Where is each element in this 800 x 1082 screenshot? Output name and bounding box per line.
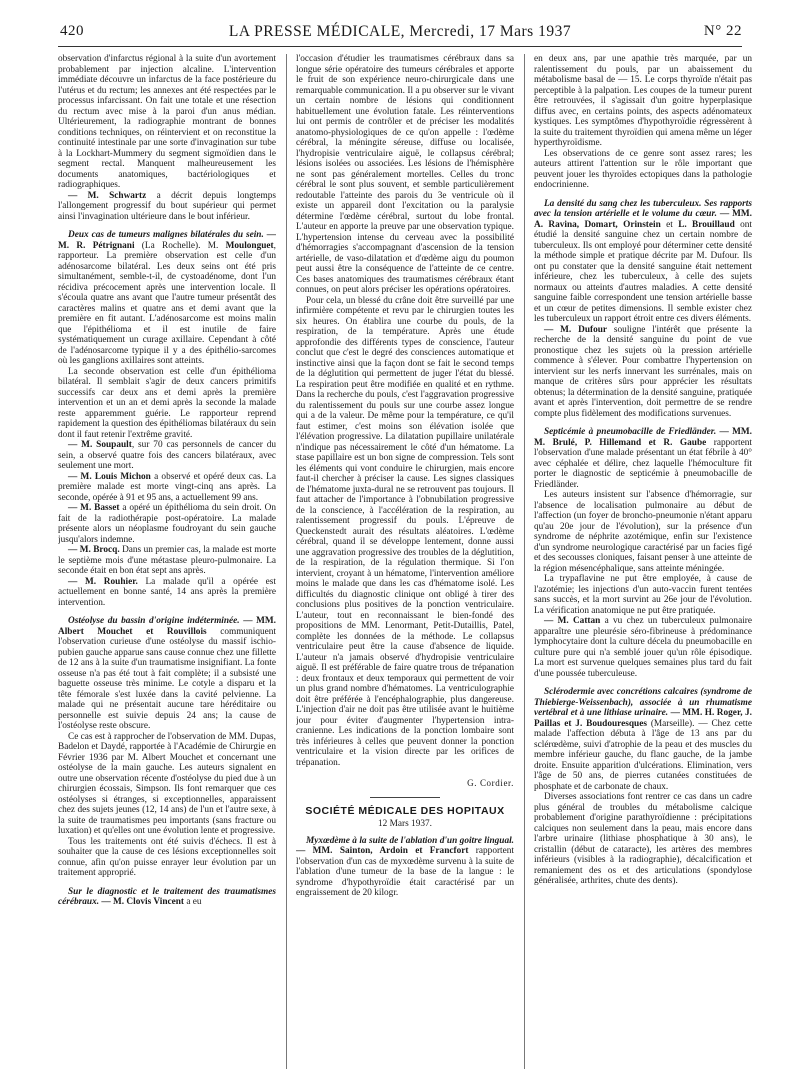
paragraph: — M. Rouhier. La malade qu'il a opérée est actuellement en bonne santé, 14 ans après la première intervention. (58, 576, 276, 608)
article-heading: La densité du sang chez les tuberculeux. Ses rapports avec la tension artérielle et le volume du cœur. (534, 198, 752, 219)
paragraph: Les observations de ce genre sont assez rares; les auteurs attirent l'attention sur le rôle important que peuvent jouer les thyroïdes ectopiques dans la pathologie endocrinienne. (534, 148, 752, 190)
paragraph: Septicémie à pneumobacille de Friedländer. — MM. M. Brulé, P. Hillemand et R. Gaube rapportent l'observation d'une malade présentant un état fébrile à 40° avec céphalée et délire, chez laquelle l'hémoculture fit porter le diagnostic de septicémie à pneumobacille de Friedländer. (534, 427, 752, 490)
paragraph: La densité du sang chez les tuberculeux. Ses rapports avec la tension artérielle et le volume du cœur. — MM. A. Ravina, Domart, Orinstein et L. Brouillaud ont étudié la densité sanguine chez un certain nombre de tuberculeux. Ils ont employé pour déterminer cette densité la méthode simple et pratique décrite par M. Dufour. Ils ont pu constater que la densité sanguine était nettement inférieure, chez les tuberculeux, à celle des sujets normaux ou atteints d'autres maladies. A cette densité sanguine faible correspondent une tension artérielle basse et un cœur de petites dimensions. Il semble exister chez les tuberculeux un rapport étroit entre ces divers éléments. (534, 198, 752, 324)
paragraph: — M. Dufour souligne l'intérêt que présente la recherche de la densité sanguine du point de vue pronostique chez les sujets où la pression artérielle commence à s'élever. Pour combattre l'hypertension on intervient sur les nerfs innervant les surrénales, mais on manque de critères sûrs pour apprécier les résultats obtenus; la détermination de la densité sanguine, pratiquée avant et après l'intervention, doit permettre de se rendre compte plus fidèlement des modifications survenues. (534, 324, 752, 419)
author-name: — M. Soupault (68, 440, 132, 450)
article-columns (58, 54, 752, 1069)
article-heading: Sclérodermie avec concrétions calcaires (syndrome de Thiebierge-Weissenbach), associée à un rhumatisme vertébral et à une lithiase urinaire. (534, 687, 752, 718)
paragraph: Diverses associations font rentrer ce cas dans un cadre plus général de troubles du métabolisme calcique probablement d'origine parathyroïdienne : précipitations calciques non seulement dans la peau, mais encore dans l'arbre urinaire (lithiase phosphatique à 30 ans), le cristallin (début de cataracte), les artères des membres inférieurs (visibles à la radiographie), décalcification et remaniement des os et des articulations (spondylose généralisée, arthrites, chute des dents). (534, 792, 752, 886)
author-name: — M. Basset (68, 503, 120, 513)
paragraph: — M. Schwartz a décrit depuis longtemps l'allongement progressif du bout supérieur qui permet ainsi l'invagination ultérieure dans le bout inférieur. (58, 190, 276, 222)
article-heading: Deux cas de tumeurs malignes bilatérales du sein. (68, 230, 264, 240)
paragraph: Tous les traitements ont été suivis d'échecs. Il est à souhaiter que la cause de ces lésions exceptionnelles soit connue, afin qu'on puisse enrayer leur évolution par un traitement approprié. (58, 836, 276, 878)
page-number: 420 (60, 23, 84, 39)
section-title: SOCIÉTÉ MÉDICALE DES HOPITAUX (305, 804, 505, 817)
paragraph: l'occasion d'étudier les traumatismes cérébraux dans sa longue série opératoire des tumeurs cérébrales et apporte le fruit de son expérience neuro-chirurgicale dans une remarquable communication. Il a pu observer sur le vivant un certain nombre de lésions qui conditionnent habituellement une évolution fatale. Les réinterventions lui ont permis de contrôler et de préciser les modalités anatomo-physiologiques de ce qu'on appelle : l'œdème cérébral, la méningite séreuse, diffuse ou localisée, l'hydropisie ventriculaire aiguë, le collapsus cérébral; lésions isolées ou associées. Les lésions de l'hémisphère ne sont pas généralement mortelles. Celles du tronc cérébral le sont plus souvent, et semble particulièrement redoutable l'atteinte des parois du 3e ventricule où il existe un appareil dont l'excitation ou la paralysie détermine l'œdème cérébral, surtout du lobe frontal. L'auteur en apporte la preuve par une observation typique. L'hypertension intense du cerveau avec la possibilité d'hémorragies s'accompagnant d'ascension de la tension artérielle, de vaso-dilatation et d'œdème aigu du poumon peut aussi être la conséquence de l'atteinte de ce centre. Ces bases anatomiques des traumatismes cérébraux étant connues, on peut alors préciser les opérations opératoires. (296, 54, 514, 295)
section-date: 12 Mars 1937. (378, 819, 432, 829)
paragraph: — M. Soupault, sur 70 cas personnels de cancer du sein, a observé quatre fois des cancers bilatéraux, avec seulement une mort. (58, 440, 276, 471)
section-rule (370, 797, 440, 798)
author-name: — M. Rouhier. (68, 576, 138, 587)
paragraph: Deux cas de tumeurs malignes bilatérales du sein. — M. R. Pétrignani (La Rochelle). M. Moulonguet, rapporteur. La première observation est celle d'un adénosarcome bilatéral. Les deux seins ont été pris simultanément, semble-t-il, de cystoadénome, dont l'un récidiva précocement après une intervention locale. Il s'écoula quatre ans avant que l'autre tumeur présentât des caractères malins et quatre ans et demi avant que la première en fit autant. L'adénosarcome est moins malin que l'épithélioma et il est inutile de faire systématiquement un curage axillaire. Cependant à côté de l'adénosarcome typique il y a des épithélio-sarcomes où les ganglions axillaires sont atteints. (58, 230, 276, 366)
header-rule (58, 46, 742, 47)
issue-number: N° 22 (703, 23, 742, 39)
author-name: — M. Clovis Vincent (99, 897, 185, 907)
author-name: Moulonguet (225, 240, 274, 251)
author-name: L. Brouillaud (678, 219, 735, 230)
article-heading: Sur le diagnostic et le traitement des traumatismes cérébraux. (58, 886, 276, 907)
column-2 (296, 54, 514, 1069)
author-name: — M. Cattan (544, 616, 601, 626)
column-separator (524, 54, 525, 1069)
author-name: — MM. A. Ravina, Domart, Orinstein (534, 209, 752, 230)
author-name: — MM. H. Roger, J. Paillas et J. Boudouresques (534, 708, 752, 729)
article-heading: Ostéolyse du bassin d'origine indéterminée. (68, 616, 240, 626)
paragraph: Myxœdème à la suite de l'ablation d'un goitre lingual. — MM. Sainton, Ardoin et Francfort rapportent l'observation d'un cas de myxœdème survenu à la suite de l'ablation d'une tumeur de la base de la langue : le syndrome d'hypothyroïdie était caractérisé par un engraissement de 20 kilogr. (296, 835, 514, 898)
paragraph: Pour cela, un blessé du crâne doit être surveillé par une infirmière compétente et revu par le chirurgien toutes les six heures. On établira une courbe du pouls, de la respiration, de la température. Après une étude approfondie des différents types de conscience, l'auteur conclut que c'est le degré des consciences automatique et instinctive ainsi que la façon dont se fait le second temps de la déglutition qui permettent de juger l'état du blessé. La respiration peut être modifiée en qualité et en rythme. Dans la recherche du pouls, c'est l'aggravation progressive du ralentissement du pouls sur une courbe assez longue qui a de la valeur. De même pour la température, ce qu'il faut estimer, c'est moins son élévation isolée que l'élévation progressive. La dilatation pupillaire unilatérale n'indique pas nécessairement le côté d'un hématome. La stase papillaire est un bon signe de compression. Tels sont les éléments qui vont conduire le chirurgien, mais encore faut-il chercher à préciser la cause. Les signes classiques de l'hématome juxta-dural ne se retrouvent pas toujours. Il faut attacher de l'importance à l'obnubilation progressive de la conscience, à l'accélération de la respiration, au ralentissement progressif du pouls. L'épreuve de Queckenstedt aurait des résultats aléatoires. L'œdème cérébral, quand il se développe lentement, donne aussi une aggravation progressive des troubles de la déglutition, de la respiration, de la régulation thermique. Si l'on intervient, croyant à un hématome, l'intervention améliore moins le malade que dans les cas d'hématome isolé. Les difficultés du diagnostic clinique ont obligé à tirer des conclusions plus positives de la ponction ventriculaire. L'auteur, tout en reconnaissant le bien-fondé des propositions de MM. Lenormant, Petit-Dutaillis, Patel, complète les données de la méthode. Le collapsus ventriculaire peut être la cause d'absence de liquide. L'auteur n'a jamais observé d'hydropisie ventriculaire aiguë. Il est préférable de faire quatre trous de trépanation : deux frontaux et deux temporaux qui permettent de voir un plus grand nombre d'hématomes. La ventriculographie doit être préférée à l'encéphalographie, plus dangereuse. L'injection d'air ne doit pas être utilisée avant le huitième jour pour éviter d'augmenter l'hypertension intra-cranienne. Les indications de la ponction lombaire sont très inférieures à celles que peuvent donner la ponction ventriculaire et la vision directe par les orifices de trépanation. (296, 295, 514, 768)
paragraph: — M. Louis Michon a observé et opéré deux cas. La première malade est morte vingt-cinq ans après. La seconde, opérée à 91 et 95 ans, a actuellement 99 ans. (58, 471, 276, 503)
paragraph: Les auteurs insistent sur l'absence d'hémorragie, sur l'absence de localisation pulmonaire au début de l'affection (un foyer de broncho-pneumonie n'étant apparu qu'au 20e jour de l'évolution), sur la présence d'un syndrome de néphrite azotémique, enfin sur l'existence d'un syndrome neurologique caractérisé par un facies figé et des secousses cloniques, faisant penser à une atteinte de la région mésencéphalique, sans atteinte méningée. (534, 490, 752, 574)
page-header (58, 20, 742, 46)
paragraph: Ce cas est à rapprocher de l'observation de MM. Dupas, Badelon et Daydé, rapportée à l'Académie de Chirurgie en Février 1936 par M. Albert Mouchet et concernant une ostéolyse de la main gauche. Les auteurs signalent en outre une observation récente d'ostéolyse du pied due à un chirurgien écossais, Simpson. Ils font remarquer que ces ostéolyses si étranges, si exceptionnelles, apparaissent chez des sujets jeunes (12, 14 ans) de l'un et l'autre sexe, à la suite de traumatismes peu importants (sans fracture ou luxation) et qu'elles ont une évolution lente et progressive. (58, 731, 276, 836)
author-name: — M. Dufour (544, 324, 608, 335)
column-1 (58, 54, 276, 1069)
paragraph: — M. Cattan a vu chez un tuberculeux pulmonaire apparaître une pleurésie séro-fibrineuse à prédominance lymphocytaire dont la culture décela du pneumobacille en culture pure qui n'a semblé jouer qu'un rôle épisodique. La mort est survenue quelques semaines plus tard du fait d'une poussée tuberculeuse. (534, 616, 752, 679)
column-separator (286, 54, 287, 1069)
paragraph: en deux ans, par une apathie très marquée, par un ralentissement du pouls, par un abaissement du métabolisme basal de — 15. Le corps thyroïde n'était pas perceptible à la palpation. Les coupes de la tumeur purent être retrouvées, il s'agissait d'un goitre hyperplasique diffus avec, en certains points, des aspects adénomateux kystiques. Les symptômes d'hypothyroïdie régressèrent à la suite du traitement thyroïdien qui amena même un léger hyperthyroïdisme. (534, 54, 752, 148)
article-heading: Myxœdème à la suite de l'ablation d'un goitre lingual. (306, 835, 514, 846)
author-name: — M. Louis Michon (68, 471, 151, 482)
article-heading: Septicémie à pneumobacille de Friedländer. (544, 427, 717, 437)
paragraph: observation d'infarctus régional à la suite d'un avortement probablement par injection alcaline. L'intervention immédiate découvre un infarctus de la face postérieure du l'utérus et du rectum; les annexes ant été respectées par le processus infarcissant. On fait une totale et une résection du rectum avec mise à la paroi d'un anus médian. Ultérieurement, la radiographie montrant de bonnes conditions techniques, on réintervient et on reconstitue la continuité intestinale par une sorte d'invagination sur tube à la Lockhart-Mummery du segment sigmoïdien dans le segment rectal. Manquent malheureusement les documents anatomiques, bactériologiques et radiographiques. (58, 54, 276, 190)
author-name: — MM. Sainton, Ardoin et Francfort (296, 846, 469, 856)
author-name: — M. R. Pétrignani (58, 230, 276, 251)
paragraph: Sclérodermie avec concrétions calcaires (syndrome de Thiebierge-Weissenbach), associée à un rhumatisme vertébral et à une lithiase urinaire. — MM. H. Roger, J. Paillas et J. Boudouresques (Marseille). — Chez cette malade l'affection débuta à l'âge de 13 ans par du sclérœdème, suivi d'atrophie de la peau et des muscles du membre inférieur gauche, du flanc gauche, de la jambe droite. Ensuite apparition d'ulcérations. Elimination, vers l'âge de 50 ans, de pierres cutanées constituées de phosphate et de carbonate de chaux. (534, 687, 752, 792)
paragraph: La seconde observation est celle d'un épithélioma bilatéral. Il semblait s'agir de deux cancers primitifs successifs car deux ans et demi après la première intervention et un an et demi après la seconde la malade reste apparemment guérie. Le rapporteur reprend rapidement la question des épithéliomas bilatéraux du sein dont il faut retenir l'extrême gravité. (58, 366, 276, 440)
paragraph: Ostéolyse du bassin d'origine indéterminée. — MM. Albert Mouchet et Rouvillois communiquent l'observation curieuse d'une ostéolyse du massif ischio-pubien gauche apparue sans cause connue chez une fillette de 12 ans à la suite d'un traumatisme insignifiant. La fonte osseuse n'a pas été tout à fait complète; il a subsisté une baguette osseuse très minime. Le cotyle a disparu et la tête fémorale s'est luxée dans la cavité pelvienne. La malade qui ne présentait aucune tare héréditaire ou personnelle est suivie depuis 24 ans; la cause de l'ostéolyse reste obscure. (58, 616, 276, 731)
author-name: — M. Brocq. (68, 545, 120, 555)
paragraph: La trypaflavine ne put être employée, à cause de l'azotémie; les injections d'un auto-vaccin furent tentées sans succès, et la mort survint au 26e jour de l'évolution. La vérification anatomique ne put être pratiquée. (534, 574, 752, 616)
paragraph: — M. Basset a opéré un épithélioma du sein droit. On fait de la radiothérapie post-opératoire. La malade présente alors un néoplasme foudroyant du sein gauche jusqu'alors indemne. (58, 503, 276, 545)
author-name: — MM. Albert Mouchet et Rouvillois (58, 616, 276, 637)
running-title: LA PRESSE MÉDICALE, Mercredi, 17 Mars 1937 (228, 23, 572, 40)
paragraph: Sur le diagnostic et le traitement des traumatismes cérébraux. — M. Clovis Vincent a eu (58, 886, 276, 907)
author-name: — MM. M. Brulé, P. Hillemand et R. Gaube (534, 427, 752, 448)
paragraph: — M. Brocq. Dans un premier cas, la malade est morte le septième mois d'une métastase pleuro-pulmonaire. La seconde était en bon état sept ans après. (58, 545, 276, 576)
signature: G. Cordier. (467, 778, 514, 788)
author-name: — M. Schwartz (68, 190, 147, 201)
column-3 (534, 54, 752, 1069)
